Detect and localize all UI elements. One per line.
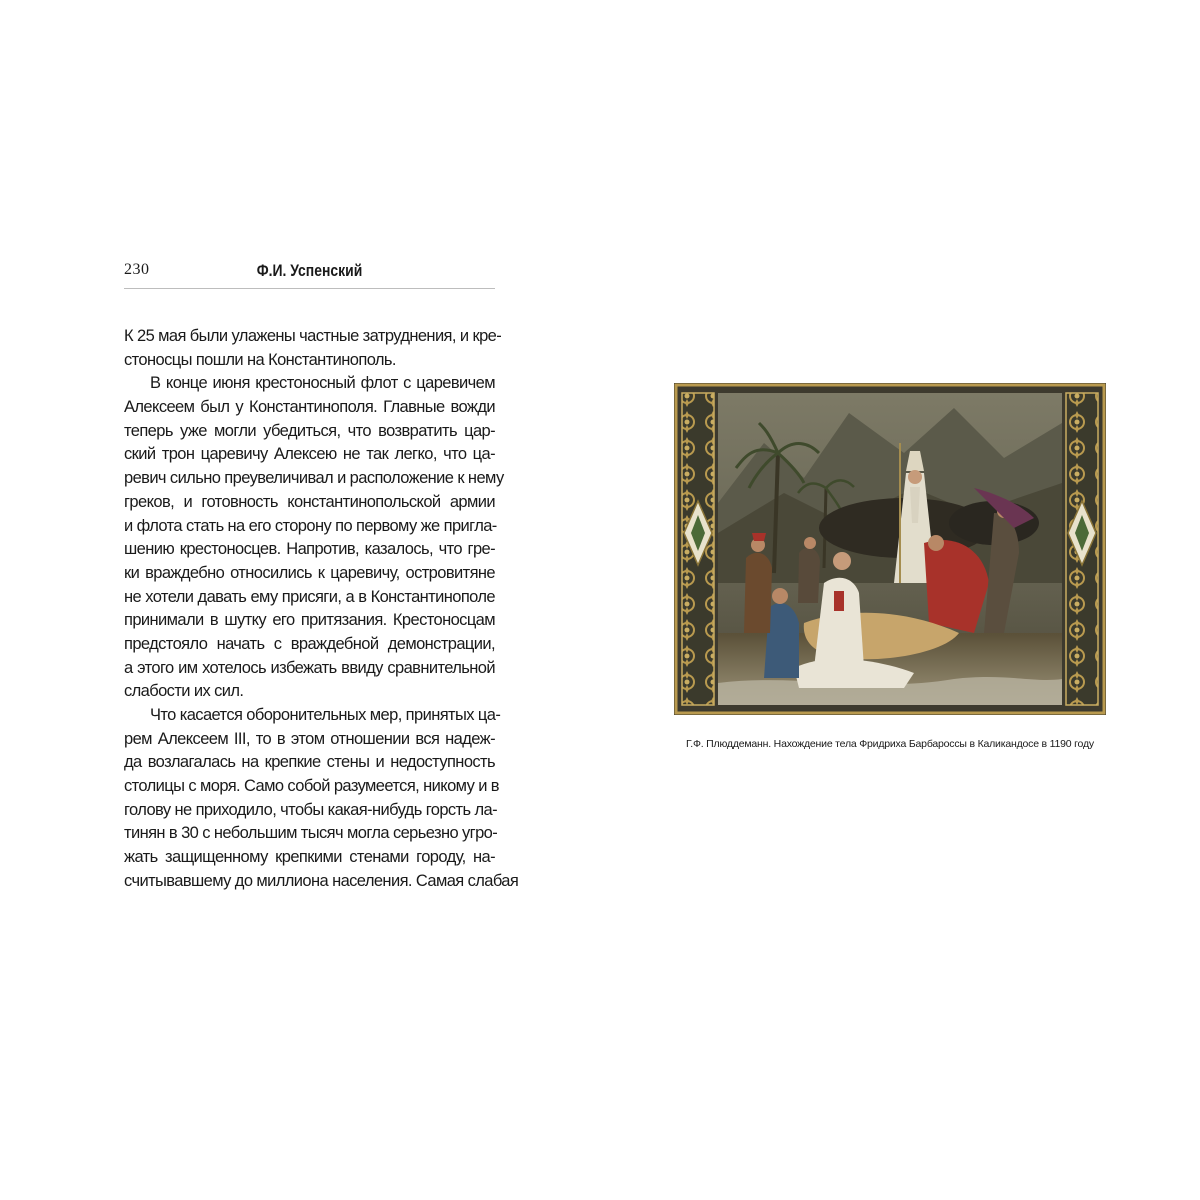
text-line: ский трон царевичу Алексею не так легко, что ца-	[124, 445, 495, 464]
fresco-painting	[674, 383, 1106, 715]
text-line: шению крестоносцев. Напротив, казалось, что гре-	[124, 540, 495, 559]
left-page	[124, 258, 519, 890]
page-number: 230	[124, 261, 150, 278]
text-line: принимали в шутку его притязания. Крестоносцам	[124, 611, 495, 630]
text-line: ревич сильно преувеличивал и расположение к нему	[124, 469, 504, 488]
text-line: Алексеем был у Константинополя. Главные вожди	[124, 398, 495, 417]
running-header	[124, 258, 495, 289]
text-line: В конце июня крестоносный флот с царевичем	[150, 374, 495, 393]
text-line: греков, и готовность константинопольской армии	[124, 492, 495, 511]
text-line: ки враждебно относились к царевичу, островитяне	[124, 563, 495, 582]
text-line: и флота стать на его сторону по первому же пригла-	[124, 516, 497, 535]
text-line: рем Алексеем III, то в этом отношении вся надеж-	[124, 729, 495, 748]
text-line: предстояло начать с враждебной демонстрации,	[124, 634, 495, 653]
text-line: слабости их сил.	[124, 682, 244, 701]
body-text	[124, 325, 519, 894]
text-line: К 25 мая были улажены частные затруднения, и кре-	[124, 327, 502, 345]
figure-caption: Г.Ф. Плюддеманн. Нахождение тела Фридриха Барбароссы в Каликандосе в 1190 году	[686, 738, 1094, 750]
text-line: тинян в 30 с небольшим тысяч могла серьезно угро-	[124, 824, 498, 843]
text-line: голову не приходило, чтобы какая-нибудь горсть ла-	[124, 800, 497, 819]
text-line: Что касается оборонительных мер, принятых ца-	[150, 706, 501, 724]
illustration	[674, 383, 1106, 715]
text-line: да возлагалась на крепкие стены и недоступность	[124, 753, 495, 772]
text-line: считывавшему до миллиона населения. Самая слабая	[124, 871, 519, 890]
text-line: столицы с моря. Само собой разумеется, никому и в	[124, 777, 499, 796]
text-line: не хотели давать ему присяги, а в Константинополе	[124, 587, 495, 606]
running-header-author: Ф.И. Успенский	[256, 261, 363, 280]
text-line: жать защищенному крепкими стенами городу, на-	[124, 848, 495, 867]
text-line: теперь уже могли убедиться, что возвратить цар-	[124, 421, 495, 440]
text-line: а этого им хотелось избежать ввиду сравнительной	[124, 658, 495, 677]
text-line: стоносцы пошли на Константинополь.	[124, 350, 396, 369]
